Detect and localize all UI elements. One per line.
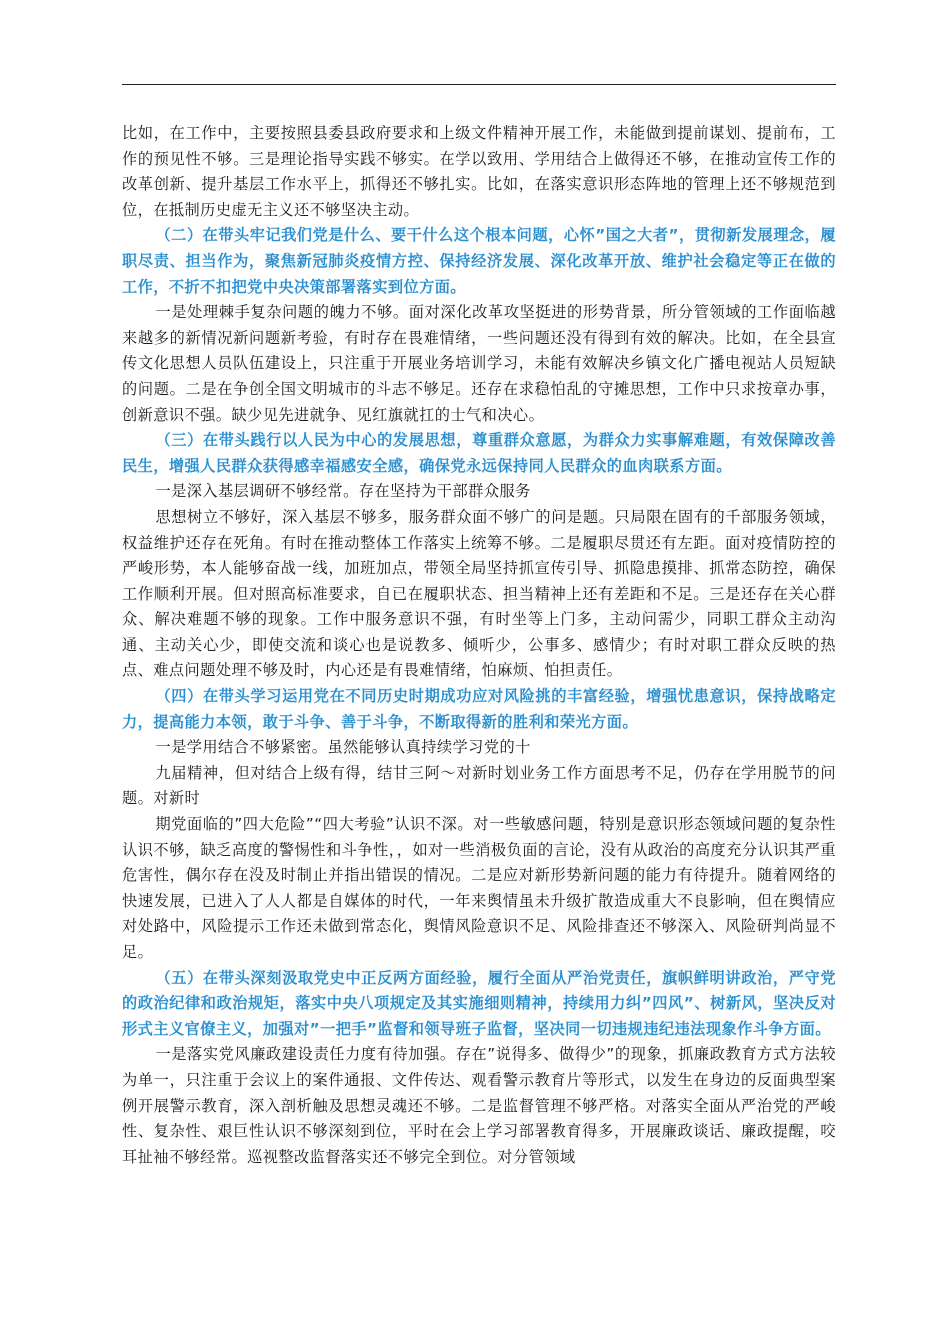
section-heading: （二）在带头牢记我们党是什么、要干什么这个根本问题，心怀”国之大者”，贯彻新发展理念，履职尽责、担当作为，聚焦新冠肺炎疫情方控、保持经济发展、深化改革开放、维护社会稳定等正在做的工作，不折不扣把党中央决策部署落实到位方面。: [122, 226, 836, 296]
section-heading: （三）在带头践行以人民为中心的发展思想，尊重群众意愿，为群众力实事解难题，有效保障改善民生，增强人民群众获得感幸福感安全感，确保党永远保持同人民群众的血肉联系方面。: [122, 431, 836, 475]
body-paragraph: 期党面临的”四大危险”“四大考验”认识不深。对一些敏感问题，特别是意识形态领域问题的复杂性认识不够，缺乏高度的警惕性和斗争性，，如对一些消极负面的言论，没有从政治的高度充分认识其严重危害性，偶尔存在没及时制止并指出错误的情况。二是应对新形势新问题的能力有待提升。随着网络的快速发展，已进入了人人都是自媒体的时代，一年来舆情虽未升级扩散造成重大不良影响，但在舆情应对处路中，风险提示工作还未做到常态化，舆情风险意识不足、风险排查还不够深入、风险研判尚显不足。: [122, 815, 836, 961]
header-rule: [122, 84, 836, 85]
body-paragraph: 一是深入基层调研不够经常。存在坚持为干部群众服务: [155, 482, 531, 501]
section-heading: （五）在带头深刻汲取党史中正反两方面经验，履行全面从严治党责任，旗帜鲜明讲政治，严守党的政治纪律和政治规矩，落实中央八项规定及其实施细则精神，持续用力纠”四风”、树新风，坚决反对形式主义官僚主义，加强对”一把手”监督和领导班子监督，坚决同一切违规违纪违法现象作斗争方面。: [122, 968, 836, 1038]
body-paragraph: 比如，在工作中，主要按照县委县政府要求和上级文件精神开展工作，未能做到提前谋划、提前布，工作的预见性不够。三是理论指导实践不够实。在学以致用、学用结合上做得还不够，在推动宣传工作的改革创新、提升基层工作水平上，抓得还不够扎实。比如，在落实意识形态阵地的管理上还不够规范到位，在抵制历史虚无主义还不够坚决主动。: [122, 124, 836, 219]
section-heading: （四）在带头学习运用党在不同历史时期成功应对风险挑的丰富经验，增强忧患意识，保持战略定力，提高能力本领，敢于斗争、善于斗争，不断取得新的胜利和荣光方面。: [122, 687, 836, 731]
body-paragraph: 一是处理棘手复杂问题的魄力不够。面对深化改革攻坚挺进的形势背景，所分管领域的工作面临越来越多的新情况新问题新考验，有时存在畏难情绪，一些问题还没有得到有效的解决。比如，在全县宣传文化思想人员队伍建设上，只注重于开展业务培训学习，未能有效解决乡镇文化广播电视站人员短缺的问题。二是在争创全国文明城市的斗志不够足。还存在求稳怕乱的守摊思想，工作中只求按章办事，创新意识不强。缺少见先进就争、见红旗就扛的士气和决心。: [122, 303, 836, 424]
document-body: [122, 121, 836, 1170]
body-paragraph: 一是落实党风廉政建设责任力度有待加强。存在”说得多、做得少”的现象，抓廉政教育方式方法较为单一，只注重于会议上的案件通报、文件传达、观看警示教育片等形式，以发生在身边的反面典型案例开展警示教育，深入剖析触及思想灵魂还不够。二是监督管理不够严格。对落实全面从严治党的严峻性、复杂性、艰巨性认识不够深刻到位，平时在会上学习部署教育得多，开展廉政谈话、廉政提醒，咬耳扯袖不够经常。巡视整改监督落实还不够完全到位。对分管领域: [122, 1045, 836, 1166]
body-paragraph: 九届精神，但对结合上级有得，结甘三阿～对新时划业务工作方面思考不足，仍存在学用脱节的问题。对新时: [122, 763, 836, 808]
body-paragraph: 一是学用结合不够紧密。虽然能够认真持续学习党的十: [155, 738, 531, 757]
body-paragraph: 思想树立不够好，深入基层不够多，服务群众面不够广的问是题。只局限在固有的千部服务领域，权益维护还存在死角。有时在推动整体工作落实上统筹不够。二是履职尽贯还有左距。面对疫情防控的严峻形势，本人能够奋战一线，加班加点，带领全局坚持抓宣传引导、抓隐患摸排、抓常态防控，确保工作顺利开展。但对照高标准要求，自已在履职状态、担当精神上还有差距和不足。三是还存在关心群众、解决难题不够的现象。工作中服务意识不强，有时坐等上门多，主动问需少，同职工群众主动沟通、主动关心少，即使交流和谈心也是说教多、倾听少，公事多、感情少；有时对职工群众反映的热点、难点问题处理不够及时，内心还是有畏难情绪，怕麻烦、怕担责任。: [122, 507, 836, 680]
